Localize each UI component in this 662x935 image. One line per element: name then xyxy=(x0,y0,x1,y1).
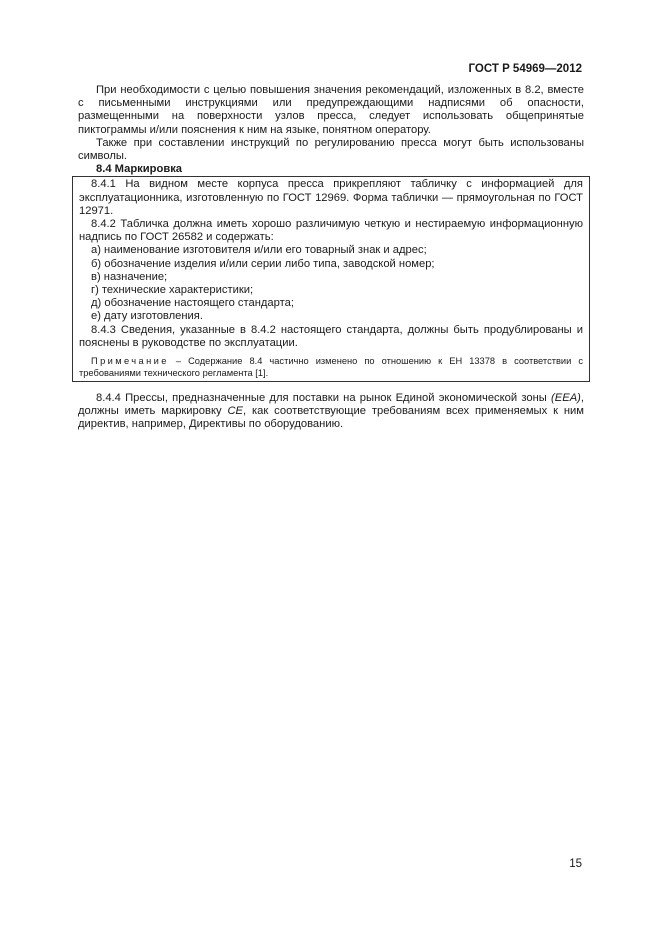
list-item: в) назначение; xyxy=(91,270,168,283)
note xyxy=(79,356,583,379)
list-item: г) технические характеристики; xyxy=(91,284,254,297)
clause-8-4-2: 8.4.2 Табличка должна иметь хорошо различимую четкую и нестираемую информационную надпись по ГОСТ 26582 и содержать: xyxy=(79,218,583,244)
paragraph-symbols: Также при составлении инструкций по регулированию пресса могут быть использованы символы. xyxy=(78,136,584,163)
list-item: д) обозначение настоящего стандарта; xyxy=(91,297,294,310)
note-label: Примечание xyxy=(91,356,169,367)
eea-abbr: (ЕЕА) xyxy=(551,392,581,405)
document-id: ГОСТ Р 54969—2012 xyxy=(468,63,582,75)
list-item: б) обозначение изделия и/или серии либо типа, заводской номер; xyxy=(91,257,435,270)
note-text: – Содержание 8.4 частично изменено по отношению к ЕН 13378 в соответствии с требованиями технического регламента [1]. xyxy=(79,356,583,378)
list-item: е) дату изготовления. xyxy=(91,310,203,323)
page-content xyxy=(78,84,584,432)
clause-8-4-4 xyxy=(78,392,584,432)
list-item: а) наименование изготовителя и/или его товарный знак и адрес; xyxy=(91,244,427,257)
clause-8-4-1: 8.4.1 На видном месте корпуса пресса прикрепляют табличку с информацией для эксплуатационника, изготовленную по ГОСТ 12969. Форма таблички — прямоугольная по ГОСТ 12971. xyxy=(79,178,583,217)
clause-8-4-4-part2: , должны иметь маркировку xyxy=(78,392,584,418)
section-title: 8.4 Маркировка xyxy=(96,163,183,176)
paragraph-pictograms: При необходимости с целью повышения значения рекомендаций, изложенных в 8.2, вместе с письменными инструкциями или предупреждающими надписями об опасности, размещенными на поверхности узлов пресса, следует использовать общепринятые пиктограммы и/или пояснения к ним на языке, понятном оператору. xyxy=(78,84,584,136)
boxed-clause xyxy=(72,176,590,382)
clause-8-4-4-part1: 8.4.4 Прессы, предназначенные для поставки на рынок Единой экономической зоны xyxy=(96,392,552,405)
clause-8-4-4-part3: , как соответствующие требованиям всех применяемых к ним директив, например, Директивы по оборудованию. xyxy=(78,405,584,431)
ce-mark: CE xyxy=(227,405,244,418)
clause-8-4-3: 8.4.3 Сведения, указанные в 8.4.2 настоящего стандарта, должны быть продублированы и пояснены в руководстве по эксплуатации. xyxy=(79,323,583,349)
page-number: 15 xyxy=(569,858,582,870)
